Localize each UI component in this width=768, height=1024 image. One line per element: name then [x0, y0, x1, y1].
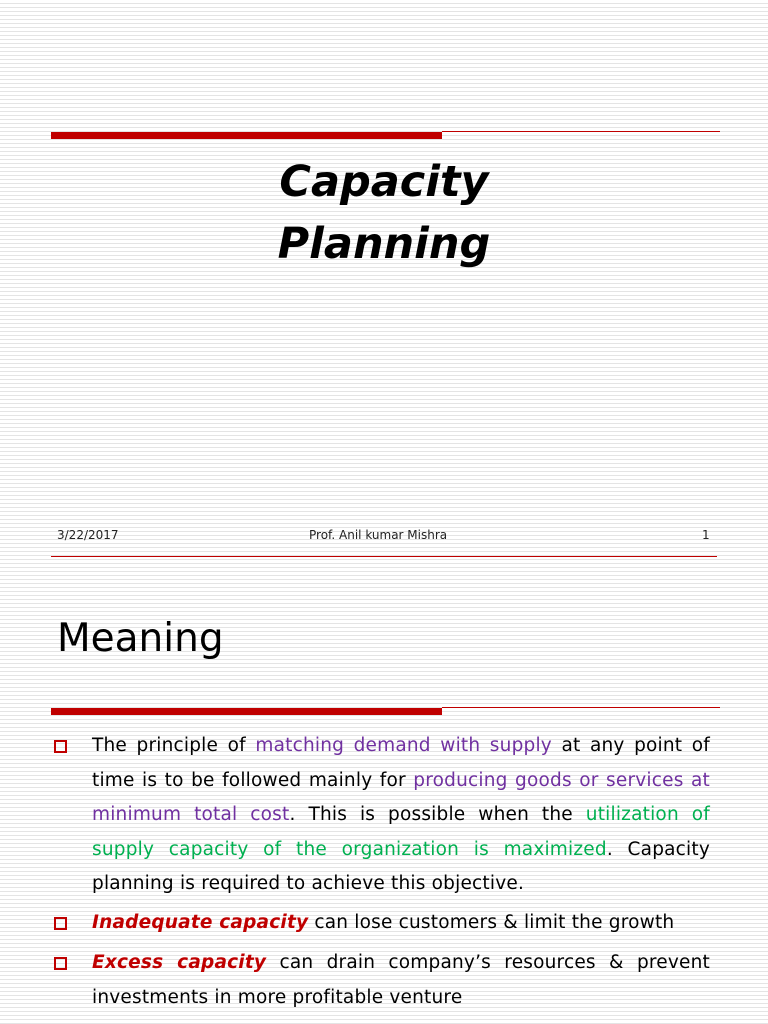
square-bullet-icon [54, 740, 67, 753]
highlight-purple: matching demand with supply [255, 735, 552, 756]
footer-page-number: 1 [702, 528, 710, 542]
bullet-text: The principle of matching demand with supply at any point of time is to be followed mainly for producing goods or services at minimum total cost. This is possible when the utilization of supply capacity of the organization is maximized. Capacity planning is required to achieve this objective. [92, 735, 711, 894]
slide-title-line-2: Planning [277, 219, 491, 269]
bullet-text: Excess capacity can drain company’s resources & prevent investments in more profitable venture [92, 952, 710, 1008]
bullet-text: Inadequate capacity can lose customers & limit the growth [92, 912, 675, 933]
content-slide [0, 560, 768, 1024]
key-term: Excess capacity [92, 952, 267, 973]
footer-date: 3/22/2017 [57, 528, 119, 542]
square-bullet-icon [54, 957, 67, 970]
footer-author: Prof. Anil kumar Mishra [309, 528, 448, 542]
square-bullet-icon [54, 917, 67, 930]
highlight-green: utilization of supply capacity of the organization is maximized [92, 804, 710, 860]
slide-title-line-1: Capacity [279, 157, 489, 207]
header-rule [51, 130, 720, 140]
highlight-purple: producing goods or services at minimum total cost [92, 769, 711, 825]
key-term: Inadequate capacity [92, 912, 309, 933]
slide-heading: Meaning [57, 616, 224, 661]
footer-rule [51, 556, 717, 557]
header-rule [51, 706, 720, 716]
